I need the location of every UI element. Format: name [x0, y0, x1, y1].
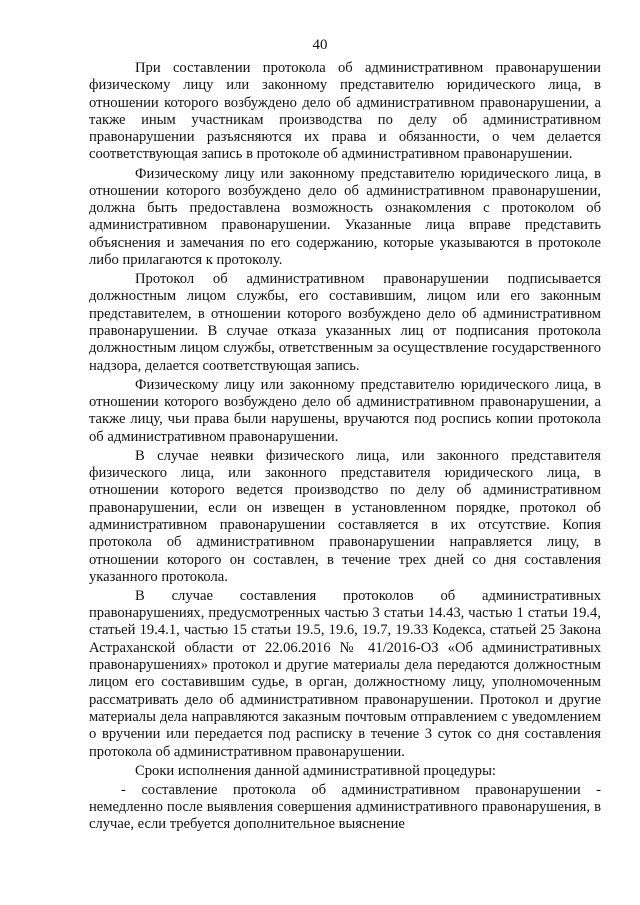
- paragraph: В случае составления протоколов об административных правонарушениях, предусмотренных частью 3 статьи 14.43, частью 1 статьи 19.4, статьей 19.4.1, частью 15 статьи 19.5, 19.6, 19.7, 19.33 Кодекса, статьей 25 Закона Астраханской области от 22.06.2016 № 41/2016-ОЗ «Об административных правонарушениях» протокол и другие материалы дела передаются должностным лицом его составившим судье, в орган, должностному лицу, уполномоченным рассматривать дело об административном правонарушении. Протокол и другие материалы дела направляются заказным почтовым отправлением с уведомлением о вручении или передается под расписку в течение 3 суток со дня составления протокола об административном правонарушении.: [89, 587, 601, 760]
- paragraph: Физическому лицу или законному представителю юридического лица, в отношении которого возбуждено дело об административном правонарушении, а также лицу, чьи права были нарушены, вручаются под роспись копии протокола об административном правонарушении.: [89, 376, 601, 445]
- paragraph: Протокол об административном правонарушении подписывается должностным лицом службы, его составившим, лицом или его законным представителем, в отношении которого возбуждено дело об административном правонарушении. В случае отказа указанных лиц от подписания протокола должностным лицом службы, ответственным за осуществление государственного надзора, делается соответствующая запись.: [89, 271, 601, 374]
- paragraph: В случае неявки физического лица, или законного представителя физического лица, или законного представителя юридического лица, в отношении которого ведется производство по делу об административном правонарушении, если он извещен в установленном порядке, протокол об административном правонарушении составляется в их отсутствие. Копия протокола об административном правонарушении направляется лицу, в отношении которого он составлен, в течение трех дней со дня составления указанного протокола.: [89, 447, 601, 585]
- paragraph: Физическому лицу или законному представителю юридического лица, в отношении которого возбуждено дело об административном правонарушении, должна быть предоставлена возможность ознакомления с протоколом об административном правонарушении. Указанные лица вправе представить объяснения и замечания по его содержанию, которые указываются в протоколе либо прилагаются к протоколу.: [89, 165, 601, 269]
- paragraph: При составлении протокола об административном правонарушении физическому лицу или законному представителю юридического лица, в отношении которого возбуждено дело об административном правонарушении, а также иным участникам производства по делу об административном правонарушении разъясняются их права и обязанности, о чем делается соответствующая запись в протоколе об административном правонарушении.: [89, 60, 601, 163]
- list-item: - составление протокола об административном правонарушении - немедленно после выявления совершения административного правонарушения, в случае, если требуется дополнительное выяснение: [89, 781, 601, 833]
- page-number: 40: [312, 37, 328, 53]
- document-body: [89, 60, 601, 835]
- paragraph: Сроки исполнения данной административной процедуры:: [135, 762, 496, 779]
